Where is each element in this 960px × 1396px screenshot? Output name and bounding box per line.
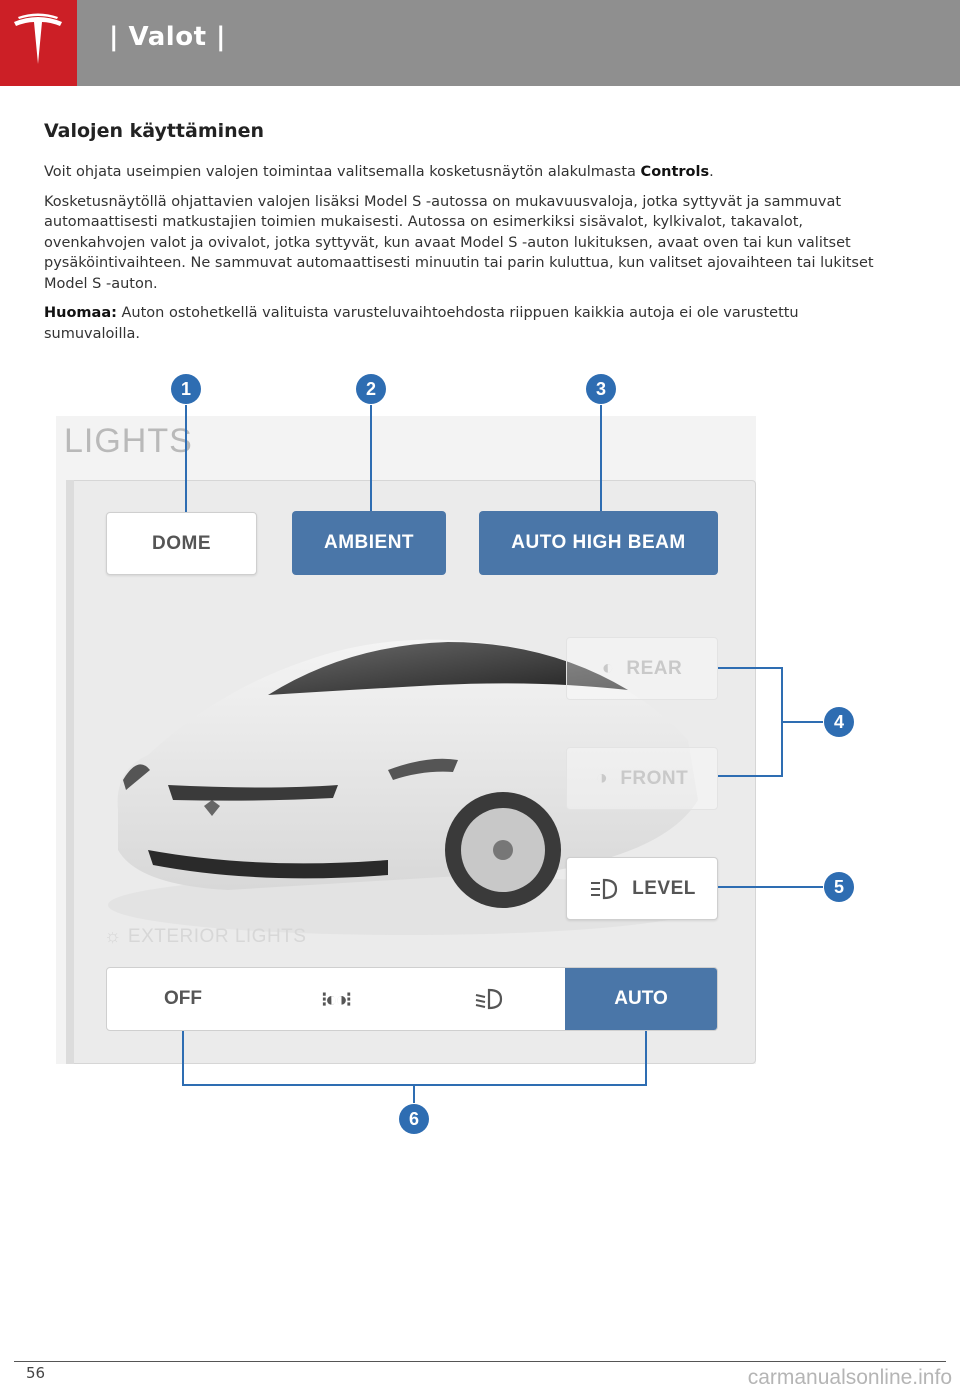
- section-heading: Valojen käyttäminen: [44, 120, 265, 142]
- note-text: Auton ostohetkellä valituista varusteluvaihtoehdosta riippuen kaikkia autoja ei ole varustettu sumuvaloilla.: [44, 305, 799, 342]
- level-label: LEVEL: [632, 877, 696, 899]
- callout-5: 5: [824, 872, 854, 902]
- ambient-button[interactable]: AMBIENT: [292, 511, 446, 575]
- p1-end: .: [709, 164, 714, 180]
- rear-fog-icon: ◐: [601, 657, 615, 679]
- lights-off-option[interactable]: OFF: [164, 988, 202, 1009]
- callout-2: 2: [356, 374, 386, 404]
- front-fog-icon: ◑: [595, 767, 609, 789]
- p1-text: Voit ohjata useimpien valojen toimintaa valitsemalla kosketusnäytön alakulmasta: [44, 164, 641, 180]
- page-number: 56: [26, 1364, 46, 1382]
- note-label: Huomaa:: [44, 305, 117, 321]
- footer-rule: [14, 1361, 946, 1362]
- callout-4: 4: [824, 707, 854, 737]
- rear-fog-label: REAR: [626, 657, 683, 679]
- parking-lights-icon: ⁝◐◑⁝: [321, 988, 350, 1011]
- callout-6: 6: [399, 1104, 429, 1134]
- lights-title: LIGHTS: [64, 422, 193, 460]
- callout-1: 1: [171, 374, 201, 404]
- watermark: carmanualsonline.info: [747, 1366, 952, 1389]
- sun-icon: ☼: [104, 926, 122, 947]
- auto-high-beam-button[interactable]: AUTO HIGH BEAM: [479, 511, 718, 575]
- callout-3: 3: [586, 374, 616, 404]
- dome-button[interactable]: DOME: [106, 512, 257, 575]
- front-fog-label: FRONT: [620, 767, 689, 789]
- paragraph-comfort-lights: Kosketusnäytöllä ohjattavien valojen lisäksi Model S -autossa on mukavuusvaloja, jotka syttyvät ja sammuvat automaattisesti matkustajien toimien mukaisesti. Autossa on esimerkiksi sisävalot, kylkivalot, takavalot, ovenkahvojen valot ja ovivalot, jotka syttyvät, kun avaat Model S -auton lukituksen, avaat oven tai kun valitset pysäköintivaihteen. Ne sammuvat automaattisesti minuutin tai parin kuluttua, kun valitset ajovaihteen tai lukitset Model S -auton.: [44, 193, 874, 292]
- exterior-lights-text: EXTERIOR LIGHTS: [127, 926, 307, 947]
- lights-auto-option[interactable]: AUTO: [565, 968, 717, 1030]
- controls-term: Controls: [640, 164, 710, 180]
- page-title: | Valot |: [109, 22, 227, 52]
